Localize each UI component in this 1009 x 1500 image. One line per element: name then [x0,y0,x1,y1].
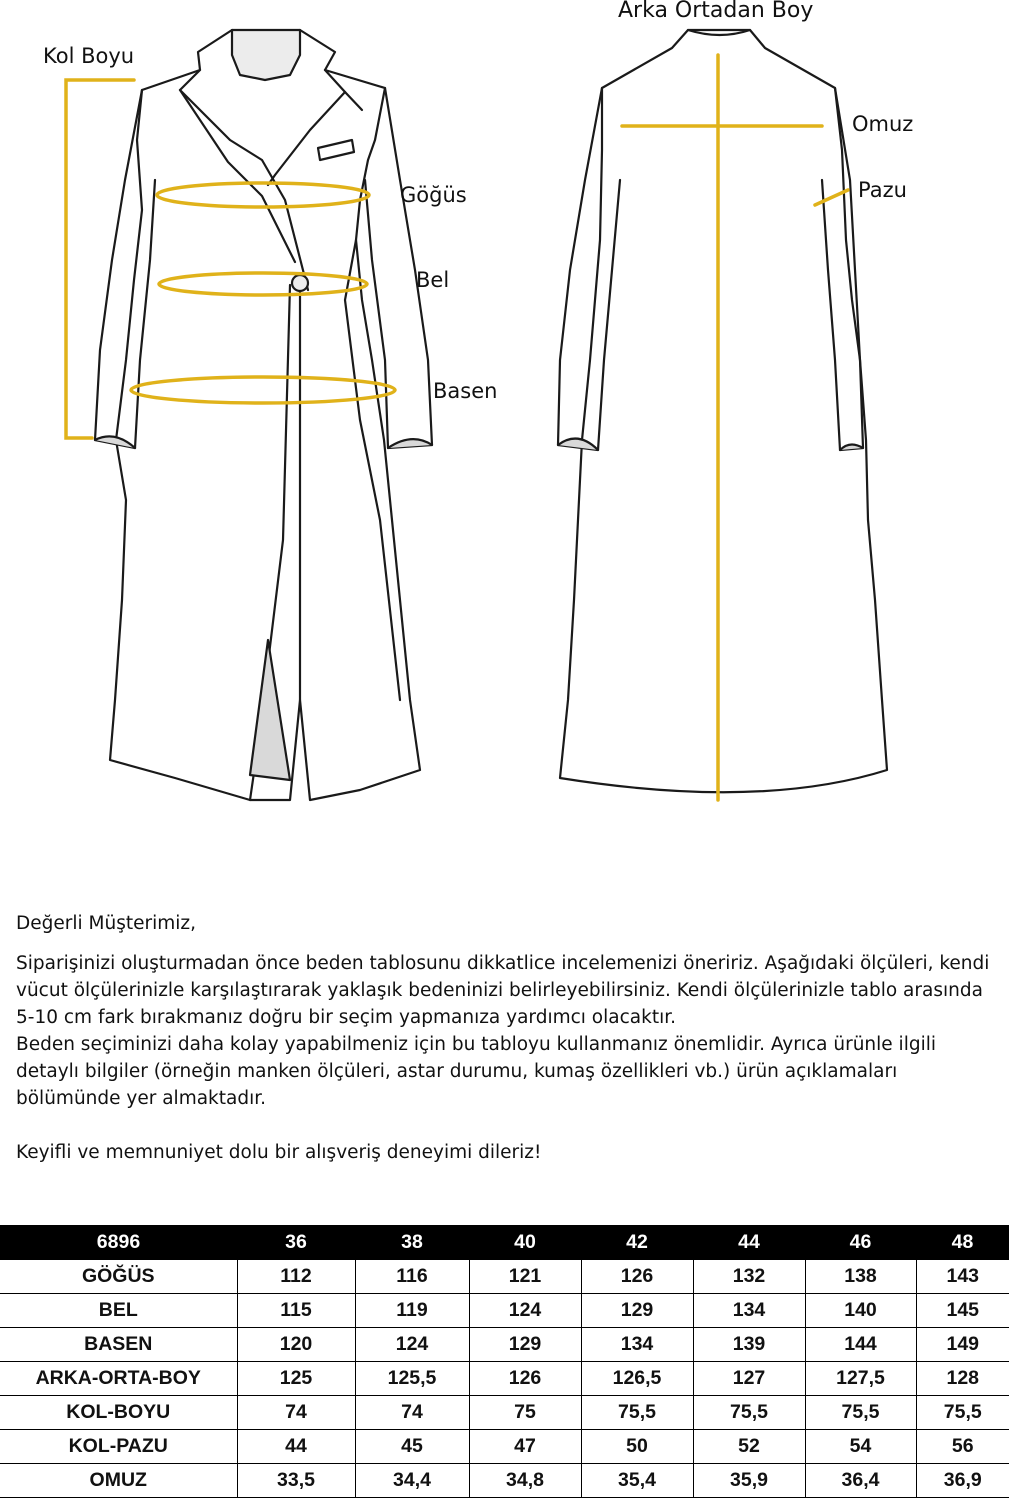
table-cell: 74 [355,1396,469,1430]
table-cell: 75 [469,1396,581,1430]
table-cell: 132 [693,1260,805,1294]
back-coat-outline [558,30,887,792]
table-row [0,1328,1009,1362]
table-cell: 124 [469,1294,581,1328]
row-label: OMUZ [0,1464,237,1498]
table-cell: 134 [693,1294,805,1328]
table-cell: 120 [237,1328,355,1362]
table-cell: 75,5 [805,1396,916,1430]
table-cell: 126 [469,1362,581,1396]
label-arka-ortadan-boy: Arka Ortadan Boy [618,0,814,23]
header-product-code: 6896 [0,1225,237,1260]
table-cell: 74 [237,1396,355,1430]
customer-notice [16,910,996,1166]
table-row [0,1430,1009,1464]
table-cell: 115 [237,1294,355,1328]
table-cell: 129 [469,1328,581,1362]
notice-greeting: Değerli Müşterimiz, [16,913,196,934]
table-cell: 36,4 [805,1464,916,1498]
table-cell: 45 [355,1430,469,1464]
table-row [0,1396,1009,1430]
header-size: 38 [355,1225,469,1260]
table-cell: 34,4 [355,1464,469,1498]
row-label: KOL-PAZU [0,1430,237,1464]
table-cell: 121 [469,1260,581,1294]
table-row [0,1294,1009,1328]
front-coat-outline [95,30,432,800]
table-cell: 127,5 [805,1362,916,1396]
label-omuz: Omuz [852,112,914,136]
table-cell: 116 [355,1260,469,1294]
size-chart-table [0,1225,1009,1498]
table-cell: 44 [237,1430,355,1464]
header-size: 40 [469,1225,581,1260]
table-cell: 35,4 [581,1464,693,1498]
header-size: 48 [916,1225,1009,1260]
table-cell: 125 [237,1362,355,1396]
table-cell: 126 [581,1260,693,1294]
size-table-header [0,1225,1009,1260]
table-cell: 129 [581,1294,693,1328]
table-cell: 75,5 [916,1396,1009,1430]
table-cell: 127 [693,1362,805,1396]
table-cell: 75,5 [693,1396,805,1430]
table-cell: 149 [916,1328,1009,1362]
table-cell: 143 [916,1260,1009,1294]
table-cell: 134 [581,1328,693,1362]
label-pazu: Pazu [858,178,907,202]
header-size: 44 [693,1225,805,1260]
gogus-measure-line [157,183,369,207]
label-kol-boyu: Kol Boyu [43,44,135,68]
notice-closing: Keyifli ve memnuniyet dolu bir alışveriş deneyimi dileriz! [16,1142,542,1163]
bel-measure-line [159,273,367,295]
notice-paragraph-2: Beden seçiminizi daha kolay yapabilmeniz için bu tabloyu kullanmanız önemlidir. Ayrıca ürünle ilgili detaylı bilgiler (örneğin manken ölçüleri, astar durumu, kumaş özellikleri vb.) ürün açıklamaları bölümünde yer almaktadır. [16,1034,937,1109]
table-cell: 119 [355,1294,469,1328]
table-cell: 56 [916,1430,1009,1464]
table-row [0,1362,1009,1396]
table-cell: 144 [805,1328,916,1362]
table-cell: 35,9 [693,1464,805,1498]
table-row [0,1260,1009,1294]
table-cell: 50 [581,1430,693,1464]
table-cell: 126,5 [581,1362,693,1396]
table-cell: 125,5 [355,1362,469,1396]
table-cell: 140 [805,1294,916,1328]
table-cell: 139 [693,1328,805,1362]
row-label: ARKA-ORTA-BOY [0,1362,237,1396]
table-cell: 52 [693,1430,805,1464]
row-label: BEL [0,1294,237,1328]
header-size: 36 [237,1225,355,1260]
row-label: KOL-BOYU [0,1396,237,1430]
table-cell: 47 [469,1430,581,1464]
notice-paragraph-1: Siparişinizi oluşturmadan önce beden tablosunu dikkatlice incelemenizi öneririz. Aşağıdaki ölçüleri, kendi vücut ölçülerinizle karşılaştırarak yaklaşık bedeninizi belirleyebilirsiniz. Kendi ölçülerinizle tablo arasında 5-10 cm fark bırakmanız doğru bir seçim yapmanıza yardımcı olacaktır. [16,953,990,1028]
table-cell: 54 [805,1430,916,1464]
header-size: 46 [805,1225,916,1260]
label-basen: Basen [433,379,498,403]
row-label: BASEN [0,1328,237,1362]
table-cell: 138 [805,1260,916,1294]
table-cell: 36,9 [916,1464,1009,1498]
label-bel: Bel [416,268,450,292]
row-label: GÖĞÜS [0,1260,237,1294]
table-cell: 145 [916,1294,1009,1328]
table-cell: 75,5 [581,1396,693,1430]
table-cell: 33,5 [237,1464,355,1498]
label-gogus: Göğüs [400,183,467,207]
table-row [0,1464,1009,1498]
header-size: 42 [581,1225,693,1260]
table-cell: 34,8 [469,1464,581,1498]
table-cell: 124 [355,1328,469,1362]
table-cell: 128 [916,1362,1009,1396]
table-cell: 112 [237,1260,355,1294]
